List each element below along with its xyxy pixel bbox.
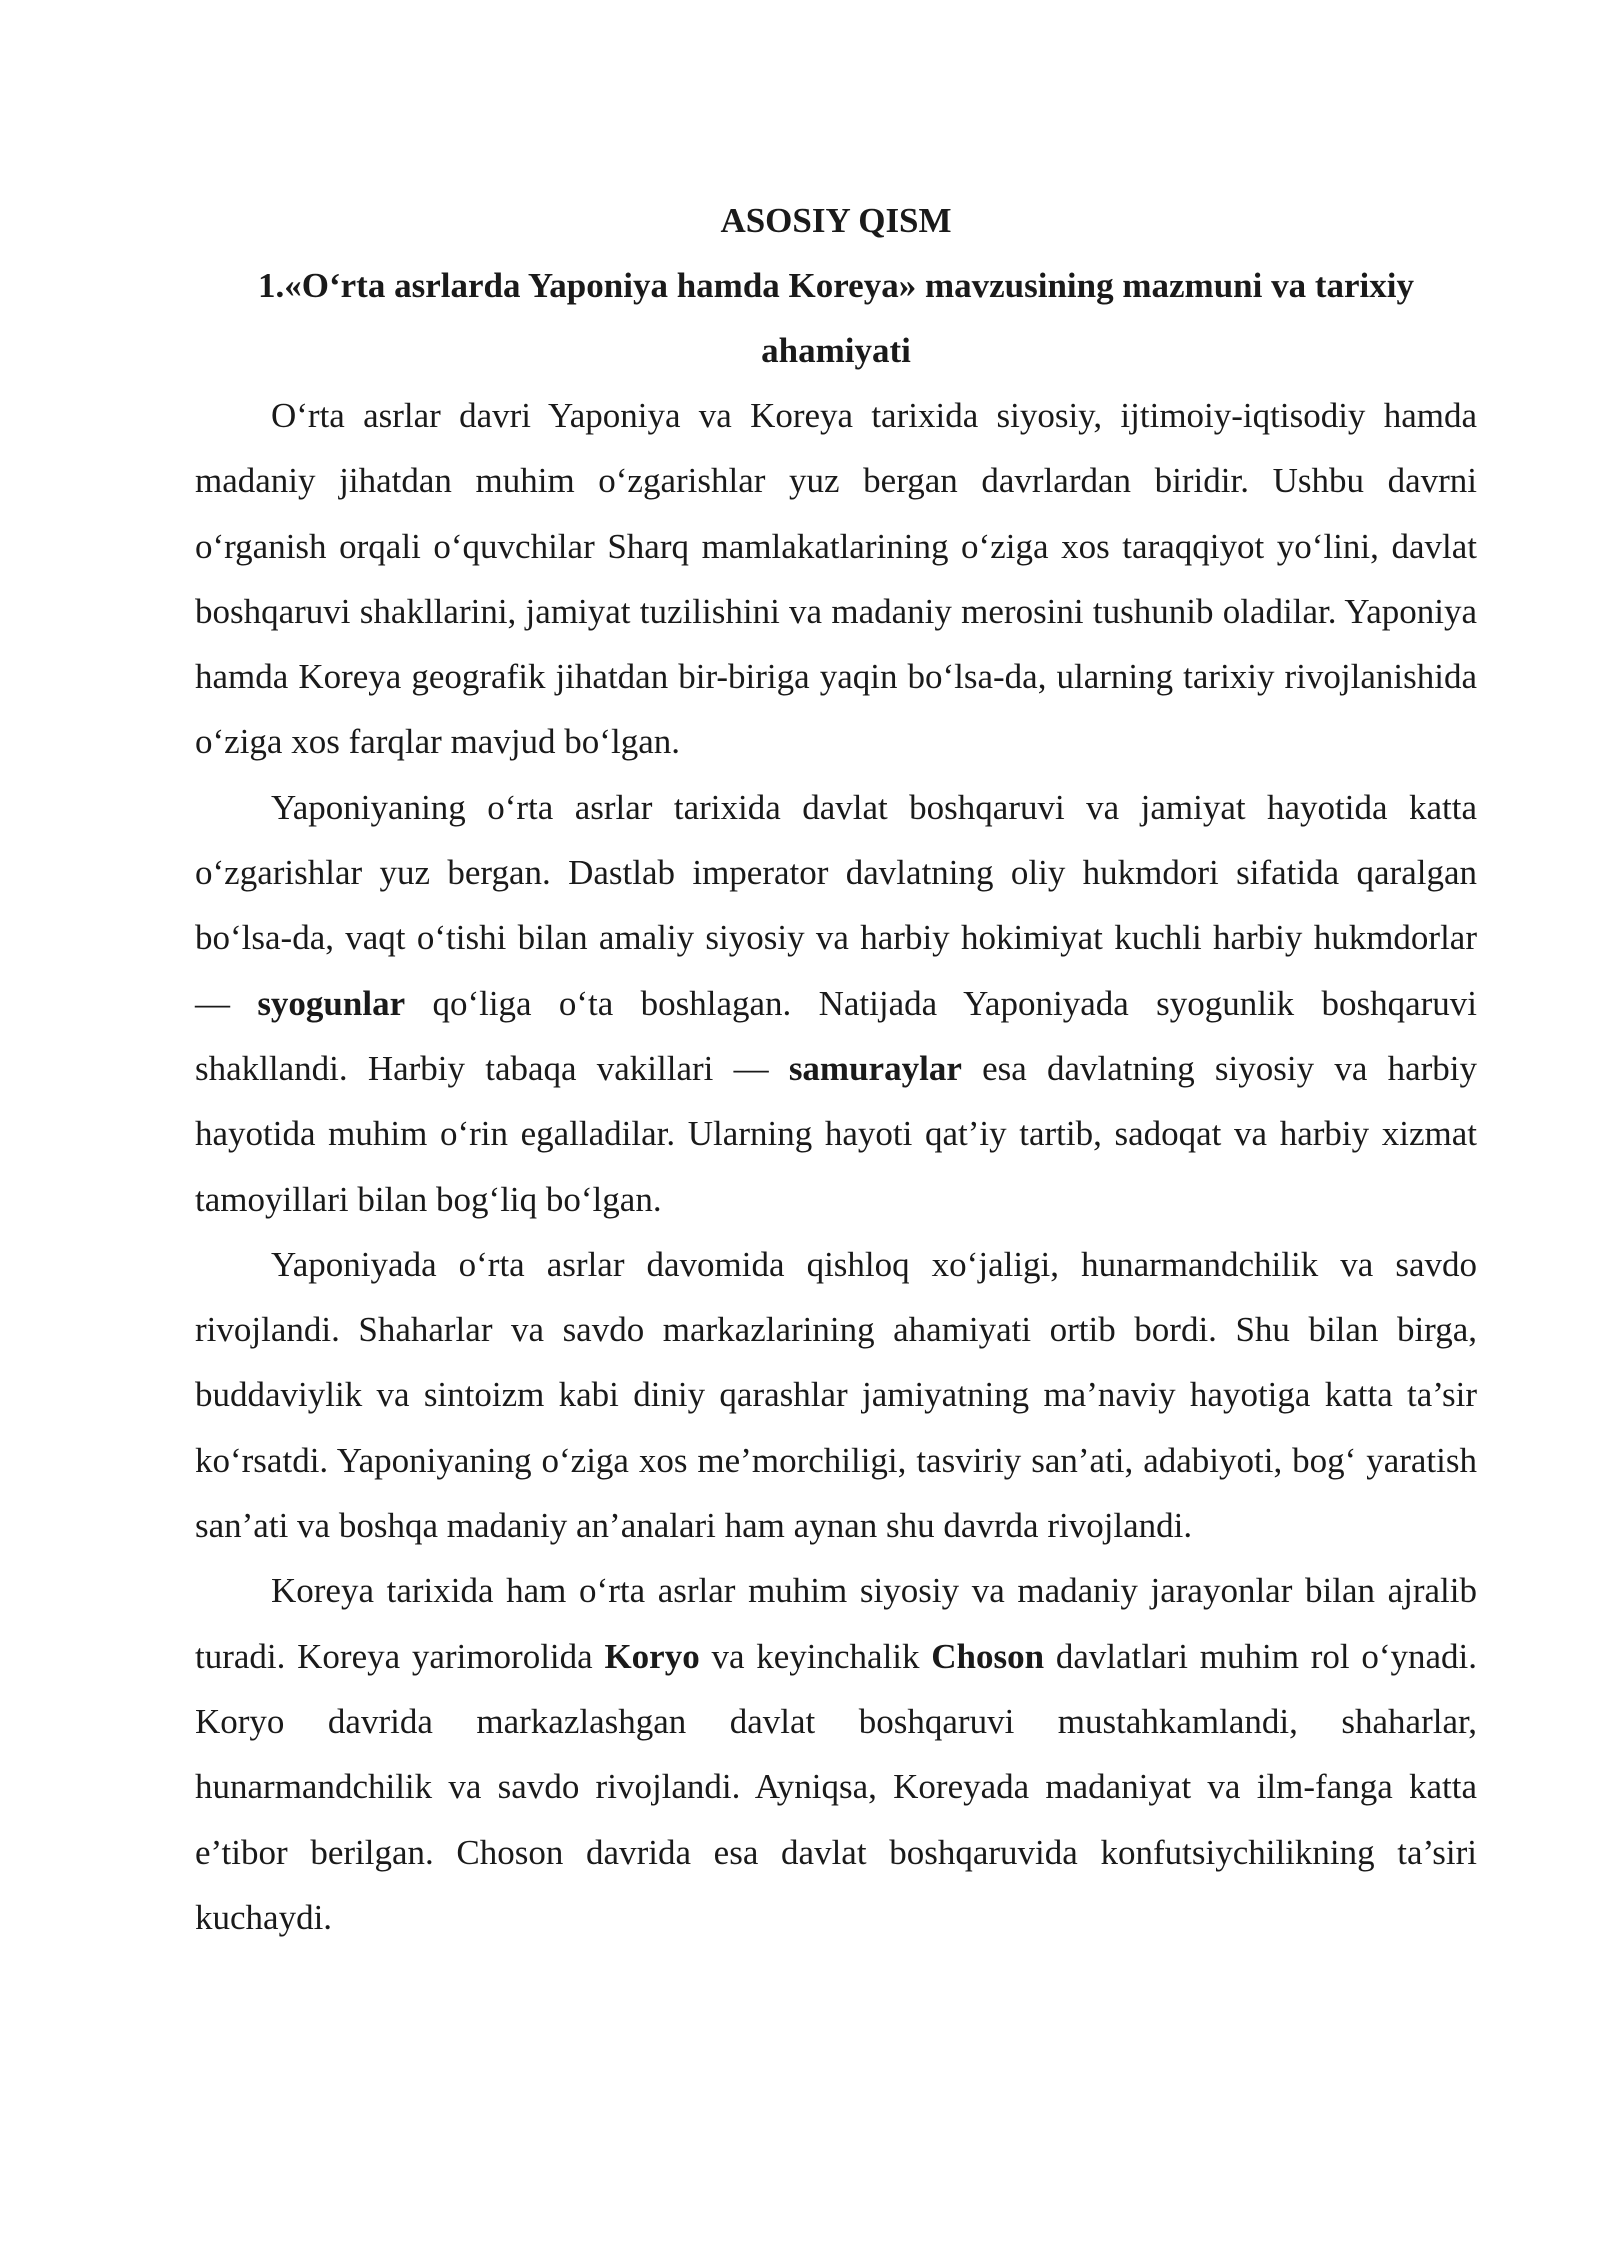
paragraph	[195, 1558, 1477, 1950]
bold-term: syogunlar	[257, 983, 406, 1023]
text-run: davlatlari muhim rol o‘ynadi. Koryo davrida markazlashgan davlat boshqaruvi mustahkamlandi, shaharlar, hunarmandchilik va savdo rivojlandi. Ayniqsa, Koreyada madaniyat va ilm-fanga katta e’tibor berilgan. Choson davrida esa davlat boshqaruvida konfutsiychilikning ta’siri kuchaydi.	[195, 1636, 1477, 1937]
bold-term: Koryo	[604, 1636, 700, 1676]
paragraph	[195, 383, 1477, 775]
text-run: Koreya tarixida ham o‘rta asrlar muhim siyosiy va madaniy jarayonlar bilan ajralib turadi. Koreya yarimorolida	[195, 1571, 1477, 1676]
text-run: esa davlatning siyosiy va harbiy hayotida muhim o‘rin egalladilar. Ularning hayoti qat’iy tartib, sadoqat va harbiy xizmat tamoyillari bilan bog‘liq bo‘lgan.	[195, 1048, 1477, 1219]
text-run: qo‘liga o‘ta boshlagan. Natijada Yaponiyada syogunlik boshqaruvi shakllandi. Harbiy tabaqa vakillari —	[195, 983, 1477, 1088]
text-run: Yaponiyaning o‘rta asrlar tarixida davlat boshqaruvi va jamiyat hayotida katta o‘zgarishlar yuz bergan. Dastlab imperator davlatning oliy hukmdori sifatida qaralgan bo‘lsa-da, vaqt o‘tishi bilan amaliy siyosiy va harbiy hokimiyat kuchli harbiy hukmdorlar —	[195, 787, 1477, 1023]
bold-term: samuraylar	[788, 1048, 962, 1088]
paragraph	[195, 775, 1477, 1232]
paragraph	[195, 1232, 1477, 1558]
section-heading: ASOSIY QISM	[720, 201, 952, 240]
document-page	[195, 188, 1477, 1950]
text-run: O‘rta asrlar davri Yaponiya va Koreya tarixida siyosiy, ijtimoiy-iqtisodiy hamda madaniy jihatdan muhim o‘zgarishlar yuz bergan davrlardan biridir. Ushbu davrni o‘rganish orqali o‘quvchilar Sharq mamlakatlarining o‘ziga xos taraqqiyot yo‘lini, davlat boshqaruvi shakllarini, jamiyat tuzilishini va madaniy merosini tushunib oladilar. Yaponiya hamda Koreya geografik jihatdan bir-biriga yaqin bo‘lsa-da, ularning tarixiy rivojlanishida o‘ziga xos farqlar mavjud bo‘lgan.	[195, 396, 1477, 762]
body-text	[195, 383, 1477, 1950]
text-run: va keyinchalik	[699, 1636, 932, 1676]
text-run: Yaponiyada o‘rta asrlar davomida qishloq xo‘jaligi, hunarmandchilik va savdo rivojlandi. Shaharlar va savdo markazlarining ahamiyati ortib bordi. Shu bilan birga, buddaviylik va sintoizm kabi diniy qarashlar jamiyatning ma’naviy hayotiga katta ta’sir ko‘rsatdi. Yaponiyaning o‘ziga xos me’morchiligi, tasviriy san’ati, adabiyoti, bog‘ yaratish san’ati va boshqa madaniy an’analari ham aynan shu davrda rivojlandi.	[195, 1244, 1477, 1546]
bold-term: Choson	[931, 1636, 1045, 1676]
topic-title: 1.«O‘rta asrlarda Yaponiya hamda Koreya» mavzusining mazmuni va tarixiy ahamiyati	[258, 266, 1414, 370]
